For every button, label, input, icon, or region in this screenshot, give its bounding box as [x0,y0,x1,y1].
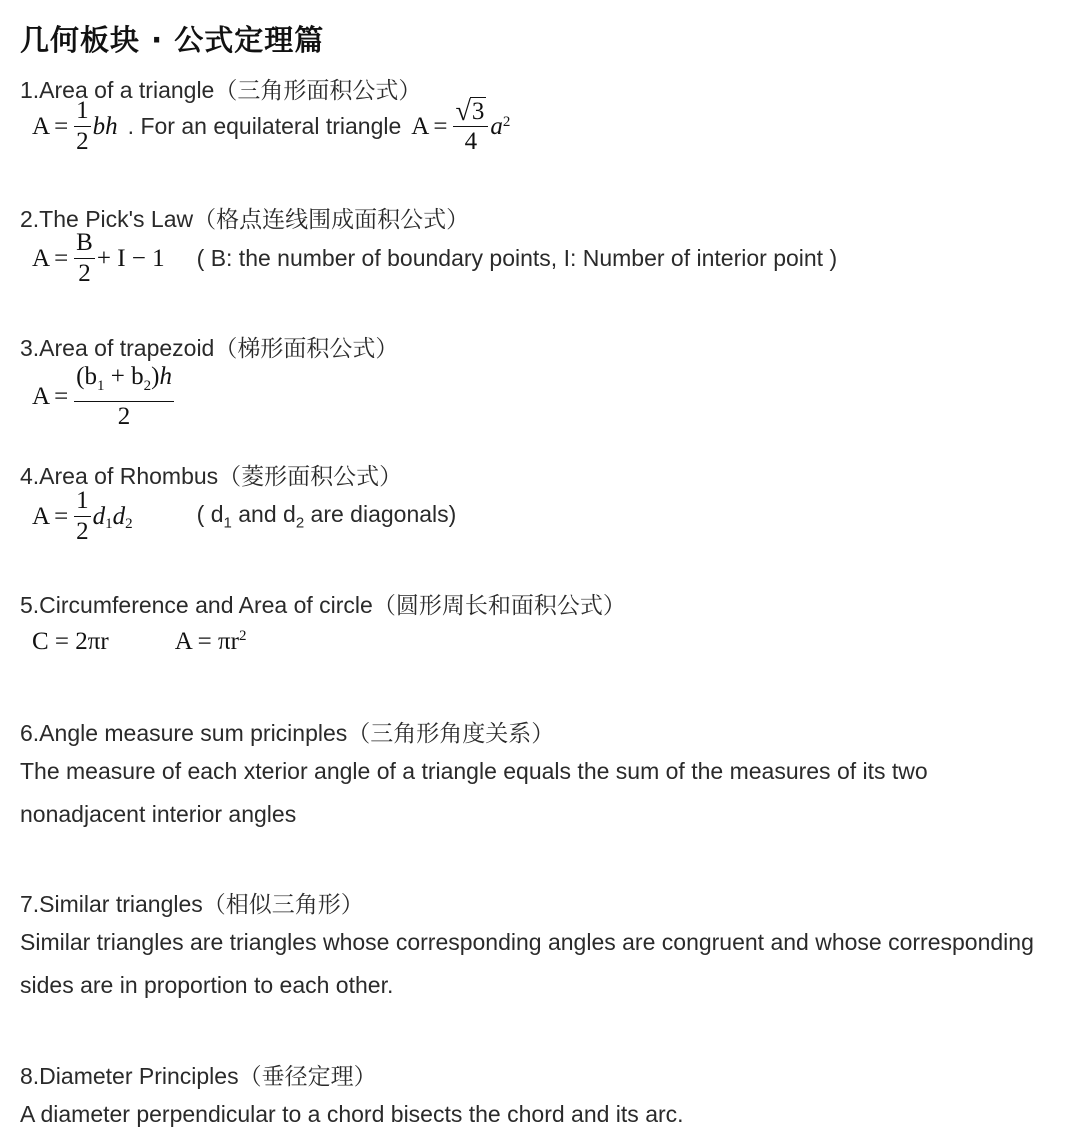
fraction-denominator: 2 [76,518,89,545]
fraction [453,97,488,157]
formula-symbol: A [411,112,430,140]
formula-symbol: A [32,383,51,410]
fraction [74,486,91,547]
triangle-area-formula [32,96,510,157]
radicand: 3 [471,97,485,125]
circle-formulas [32,628,246,656]
subscript: 2 [295,514,305,532]
formula-symbol: d [92,502,106,530]
formula-symbol: = [54,112,69,140]
section-6-body: The measure of each xterior angle of a triangle equals the sum of the measures of its two nonadjacent interior angles [20,758,928,827]
subscript: 1 [105,516,113,532]
formula-symbol: + I − 1 [96,244,165,272]
formula-symbol: = [54,244,69,272]
circle-area-formula: A = πr [174,628,239,655]
section-7-heading: 7.Similar triangles（相似三角形） [20,891,364,917]
fraction [74,228,95,289]
fraction-numerator [74,362,174,402]
circumference-formula: C = 2πr [32,628,109,655]
rhombus-area-formula [32,486,456,547]
section-6-heading: 6.Angle measure sum pricinples（三角形角度关系） [20,720,555,746]
pick-law-formula [32,228,837,289]
formula-symbol: = [54,383,69,410]
formula-symbol: ) [151,363,160,390]
formula-symbol: A [32,502,51,530]
section-5-heading: 5.Circumference and Area of circle（圆形周长和面积公式） [20,592,626,618]
fraction-denominator: 4 [464,127,478,155]
fraction-numerator: 1 [74,486,91,517]
note-text: ( d [196,501,224,528]
exponent: 2 [502,114,511,130]
fraction-numerator: 1 [74,96,91,127]
fraction [74,96,91,157]
exponent: 2 [238,628,247,644]
fraction-denominator: 2 [76,128,89,155]
subscript: 2 [125,516,133,532]
formula-symbol: bh [92,112,118,140]
formula-text: . For an equilateral triangle [127,113,402,139]
section-4-heading: 4.Area of Rhombus（菱形面积公式） [20,463,403,489]
fraction [74,362,174,432]
formula-symbol: h [159,363,172,390]
formula-note [197,501,457,532]
formula-symbol: A [32,112,51,140]
formula-symbol: (b [76,363,97,390]
section-3-heading: 3.Area of trapezoid（梯形面积公式） [20,335,399,361]
formula-symbol: d [112,502,126,530]
fraction-denominator: 2 [78,260,91,287]
section-8-body: A diameter perpendicular to a chord bisects the chord and its arc. [20,1101,684,1127]
section-2-heading: 2.The Pick's Law（格点连线围成面积公式） [20,206,470,232]
formula-note: ( B: the number of boundary points, I: Number of interior point ) [196,245,838,271]
note-text: and d [231,501,296,528]
fraction-numerator: B [74,228,95,259]
formula-symbol: + b [104,363,144,390]
formula-symbol: a [490,112,503,140]
subscript: 2 [143,378,152,394]
section-7-body: Similar triangles are triangles whose corresponding angles are congruent and whose corresponding sides are in proportion to each other. [20,929,1034,998]
trapezoid-area-formula [32,362,176,432]
page-title: 几何板块 · 公式定理篇 [20,23,325,57]
note-text: are diagonals) [304,501,457,528]
subscript: 1 [223,514,232,532]
formula-symbol: A [32,244,51,272]
section-8-heading: 8.Diameter Principles（垂径定理） [20,1063,377,1089]
fraction-denominator: 2 [117,403,131,430]
fraction-numerator [453,97,488,127]
subscript: 1 [97,378,105,394]
formula-symbol: = [433,112,448,140]
formula-symbol: = [54,502,69,530]
section-1-heading: 1.Area of a triangle（三角形面积公式） [20,77,422,103]
sqrt-symbol: √ [455,95,471,127]
